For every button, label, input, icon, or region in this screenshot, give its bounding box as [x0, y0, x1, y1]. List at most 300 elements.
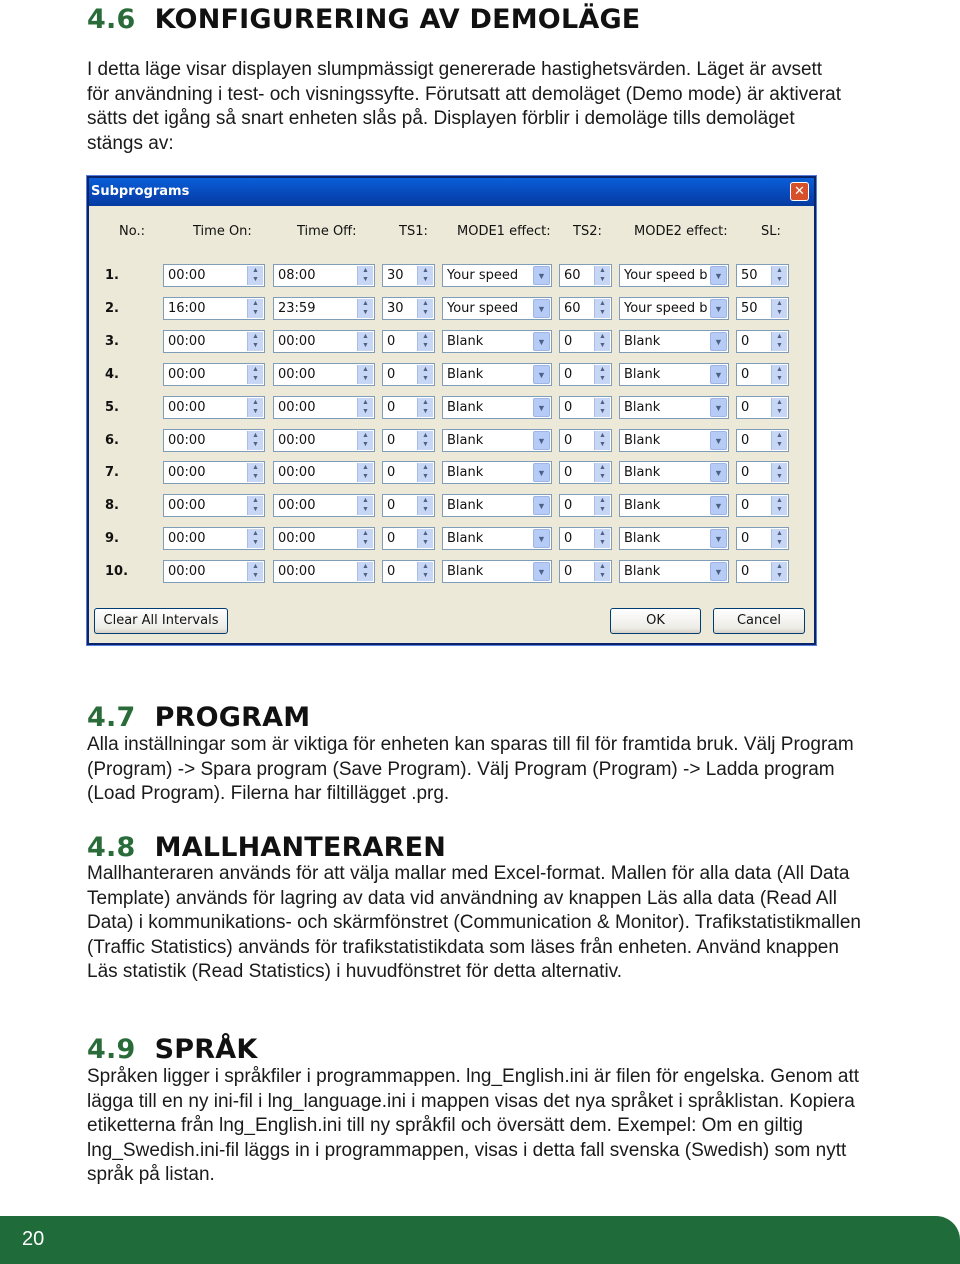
mode2-select[interactable]: [619, 560, 729, 583]
arrow-down-icon[interactable]: ▼: [362, 441, 369, 448]
chevron-down-icon[interactable]: ▼: [710, 496, 727, 515]
arrow-up-icon[interactable]: ▲: [362, 432, 369, 439]
spinner-arrows-icon[interactable]: [594, 496, 610, 515]
mode1-select-value: Your speed: [447, 268, 519, 283]
arrow-down-icon[interactable]: ▼: [252, 408, 259, 415]
arrow-up-icon[interactable]: ▲: [422, 300, 429, 307]
time-on-field[interactable]: [163, 527, 265, 550]
ts2-field[interactable]: [559, 396, 612, 419]
time-on-field[interactable]: [163, 494, 265, 517]
chevron-down-icon[interactable]: ▼: [533, 332, 550, 351]
mode1-select[interactable]: [442, 560, 552, 583]
spinner-arrows-icon[interactable]: [357, 562, 373, 581]
spinner-arrows-icon[interactable]: [357, 496, 373, 515]
ts1-field[interactable]: [382, 560, 435, 583]
arrow-up-icon[interactable]: ▲: [362, 267, 369, 274]
mode2-select[interactable]: [619, 363, 729, 386]
spinner-arrows-icon[interactable]: [247, 431, 263, 450]
arrow-up-icon[interactable]: ▲: [599, 333, 606, 340]
spinner-arrows-icon[interactable]: [771, 463, 787, 482]
arrow-down-icon[interactable]: ▼: [362, 342, 369, 349]
arrow-down-icon[interactable]: ▼: [776, 408, 783, 415]
arrow-up-icon[interactable]: ▲: [776, 267, 783, 274]
spinner-arrows-icon[interactable]: [417, 463, 433, 482]
spinner-arrows-icon[interactable]: [247, 299, 263, 318]
ts1-field-value: 0: [387, 400, 396, 415]
arrow-up-icon[interactable]: ▲: [252, 464, 259, 471]
mode1-select-value: Blank: [447, 465, 484, 480]
arrow-up-icon[interactable]: ▲: [776, 497, 783, 504]
section-heading-4-7: [87, 702, 310, 733]
arrow-up-icon[interactable]: ▲: [362, 333, 369, 340]
ts1-field[interactable]: [382, 429, 435, 452]
ts2-field[interactable]: [559, 527, 612, 550]
chevron-down-icon[interactable]: ▼: [533, 431, 550, 450]
chevron-down-icon[interactable]: ▼: [533, 562, 550, 581]
mode1-select-value: Blank: [447, 531, 484, 546]
arrow-down-icon[interactable]: ▼: [599, 375, 606, 382]
section-text-4-9: Språken ligger i språkfiler i programmappen. lng_English.ini är filen för engelska. Genom att lägga till en ny ini-fil i lng_language.ini i mappen visas det nya språket i språklistan. Kopiera etiketterna från lng_English.ini till ny språkfil och översätt dem. Exempel: Om en giltig lng_Swedish.ini-fil läggs in i programmappen, visas i detta fall svenska (Swedish) som nytt språk på listan.: [87, 1066, 860, 1185]
spinner-arrows-icon[interactable]: [594, 332, 610, 351]
arrow-up-icon[interactable]: ▲: [776, 432, 783, 439]
section-title: KONFIGURERING AV DEMOLÄGE: [154, 4, 641, 35]
ts2-field[interactable]: [559, 264, 612, 287]
arrow-down-icon[interactable]: ▼: [422, 342, 429, 349]
spinner-arrows-icon[interactable]: [357, 266, 373, 285]
arrow-down-icon[interactable]: ▼: [252, 506, 259, 513]
arrow-up-icon[interactable]: ▲: [422, 497, 429, 504]
arrow-down-icon[interactable]: ▼: [599, 441, 606, 448]
time-on-field-value: 00:00: [168, 564, 206, 579]
ts2-field-value: 0: [564, 465, 573, 480]
time-off-field[interactable]: [273, 429, 375, 452]
arrow-up-icon[interactable]: ▲: [599, 497, 606, 504]
arrow-up-icon[interactable]: ▲: [252, 563, 259, 570]
chevron-down-icon[interactable]: ▼: [710, 332, 727, 351]
section-text-4-6: I detta läge visar displayen slumpmässigt genererade hastighetsvärden. Läget är avsett för användning i test- och visningssyfte. Förutsatt att demoläget (Demo mode) är aktiverat sätts det igång så snart enheten slås på. Displayen förblir i demoläge tills demoläget stängs av:: [87, 59, 842, 154]
spinner-arrows-icon[interactable]: [357, 299, 373, 318]
sl-field-value: 50: [741, 268, 758, 283]
time-on-field[interactable]: [163, 396, 265, 419]
arrow-down-icon[interactable]: ▼: [776, 506, 783, 513]
ts2-field[interactable]: [559, 363, 612, 386]
time-on-field[interactable]: [163, 560, 265, 583]
ts1-field-value: 0: [387, 531, 396, 546]
arrow-up-icon[interactable]: ▲: [599, 366, 606, 373]
col-header-ts1: TS1:: [399, 224, 428, 239]
arrow-down-icon[interactable]: ▼: [362, 375, 369, 382]
arrow-up-icon[interactable]: ▲: [252, 333, 259, 340]
arrow-down-icon[interactable]: ▼: [776, 539, 783, 546]
arrow-up-icon[interactable]: ▲: [422, 267, 429, 274]
time-off-field-value: 00:00: [278, 367, 316, 382]
arrow-up-icon[interactable]: ▲: [362, 399, 369, 406]
chevron-down-icon[interactable]: ▼: [533, 365, 550, 384]
chevron-down-icon[interactable]: ▼: [533, 299, 550, 318]
row-number: 9.: [105, 531, 119, 546]
spinner-arrows-icon[interactable]: [357, 398, 373, 417]
ts1-field[interactable]: [382, 527, 435, 550]
arrow-down-icon[interactable]: ▼: [252, 309, 259, 316]
time-on-field[interactable]: [163, 264, 265, 287]
arrow-up-icon[interactable]: ▲: [362, 530, 369, 537]
spinner-arrows-icon[interactable]: [247, 562, 263, 581]
spinner-arrows-icon[interactable]: [594, 463, 610, 482]
mode1-select-value: Blank: [447, 367, 484, 382]
arrow-down-icon[interactable]: ▼: [362, 309, 369, 316]
sl-field[interactable]: [736, 461, 789, 484]
arrow-up-icon[interactable]: ▲: [599, 563, 606, 570]
mode2-select-value: Blank: [624, 334, 661, 349]
arrow-down-icon[interactable]: ▼: [776, 572, 783, 579]
arrow-up-icon[interactable]: ▲: [599, 464, 606, 471]
arrow-up-icon[interactable]: ▲: [599, 530, 606, 537]
time-off-field-value: 00:00: [278, 531, 316, 546]
time-on-field-value: 00:00: [168, 334, 206, 349]
ts2-field[interactable]: [559, 429, 612, 452]
sl-field[interactable]: [736, 527, 789, 550]
mode2-select[interactable]: [619, 461, 729, 484]
arrow-down-icon[interactable]: ▼: [776, 276, 783, 283]
arrow-up-icon[interactable]: ▲: [776, 464, 783, 471]
time-on-field[interactable]: [163, 297, 265, 320]
mode1-select-value: Your speed: [447, 301, 519, 316]
spinner-arrows-icon[interactable]: [417, 332, 433, 351]
arrow-up-icon[interactable]: ▲: [599, 267, 606, 274]
time-off-field[interactable]: [273, 461, 375, 484]
ts1-field-value: 0: [387, 498, 396, 513]
spinner-arrows-icon[interactable]: [357, 332, 373, 351]
sl-field-value: 0: [741, 465, 750, 480]
sl-field-value: 0: [741, 400, 750, 415]
arrow-up-icon[interactable]: ▲: [362, 366, 369, 373]
arrow-down-icon[interactable]: ▼: [422, 473, 429, 480]
spinner-arrows-icon[interactable]: [247, 496, 263, 515]
spinner-arrows-icon[interactable]: [771, 562, 787, 581]
mode2-select-value: Your speed b: [624, 268, 708, 283]
spinner-arrows-icon[interactable]: [417, 562, 433, 581]
section-heading-4-8: [87, 832, 446, 863]
spinner-arrows-icon[interactable]: [247, 266, 263, 285]
spinner-arrows-icon[interactable]: [247, 463, 263, 482]
spinner-arrows-icon[interactable]: [594, 562, 610, 581]
time-off-field[interactable]: [273, 396, 375, 419]
arrow-down-icon[interactable]: ▼: [599, 342, 606, 349]
ts1-field[interactable]: [382, 396, 435, 419]
arrow-down-icon[interactable]: ▼: [599, 506, 606, 513]
arrow-down-icon[interactable]: ▼: [776, 309, 783, 316]
arrow-up-icon[interactable]: ▲: [599, 399, 606, 406]
mode2-select[interactable]: [619, 396, 729, 419]
arrow-up-icon[interactable]: ▲: [422, 333, 429, 340]
spinner-arrows-icon[interactable]: [247, 332, 263, 351]
time-on-field-value: 00:00: [168, 465, 206, 480]
arrow-up-icon[interactable]: ▲: [362, 300, 369, 307]
arrow-up-icon[interactable]: ▲: [252, 366, 259, 373]
arrow-down-icon[interactable]: ▼: [422, 506, 429, 513]
spinner-arrows-icon[interactable]: [357, 463, 373, 482]
time-off-field-value: 08:00: [278, 268, 316, 283]
arrow-up-icon[interactable]: ▲: [252, 300, 259, 307]
sl-field[interactable]: [736, 363, 789, 386]
arrow-down-icon[interactable]: ▼: [599, 572, 606, 579]
mode1-select[interactable]: [442, 429, 552, 452]
ts1-field[interactable]: [382, 461, 435, 484]
chevron-down-icon[interactable]: ▼: [533, 463, 550, 482]
dialog-titlebar[interactable]: [89, 178, 814, 206]
spinner-arrows-icon[interactable]: [771, 529, 787, 548]
chevron-down-icon[interactable]: ▼: [533, 266, 550, 285]
spinner-arrows-icon[interactable]: [417, 299, 433, 318]
arrow-up-icon[interactable]: ▲: [422, 366, 429, 373]
mode2-select-value: Your speed b: [624, 301, 708, 316]
close-icon[interactable]: ✕: [790, 182, 809, 201]
arrow-up-icon[interactable]: ▲: [776, 530, 783, 537]
arrow-down-icon[interactable]: ▼: [599, 309, 606, 316]
sl-field-value: 0: [741, 531, 750, 546]
mode1-select[interactable]: [442, 396, 552, 419]
ts1-field[interactable]: [382, 264, 435, 287]
arrow-down-icon[interactable]: ▼: [776, 441, 783, 448]
sl-field[interactable]: [736, 264, 789, 287]
arrow-down-icon[interactable]: ▼: [422, 276, 429, 283]
section-number: 4.7: [87, 702, 136, 733]
mode2-select[interactable]: [619, 297, 729, 320]
spinner-arrows-icon[interactable]: [247, 365, 263, 384]
arrow-up-icon[interactable]: ▲: [776, 333, 783, 340]
arrow-up-icon[interactable]: ▲: [252, 399, 259, 406]
row-number: 3.: [105, 334, 119, 349]
ts1-field-value: 0: [387, 433, 396, 448]
spinner-arrows-icon[interactable]: [594, 299, 610, 318]
chevron-down-icon[interactable]: ▼: [710, 299, 727, 318]
arrow-down-icon[interactable]: ▼: [362, 276, 369, 283]
chevron-down-icon[interactable]: ▼: [710, 431, 727, 450]
time-off-field-value: 00:00: [278, 564, 316, 579]
mode2-select[interactable]: [619, 429, 729, 452]
spinner-arrows-icon[interactable]: [771, 365, 787, 384]
arrow-up-icon[interactable]: ▲: [776, 563, 783, 570]
time-off-field[interactable]: [273, 264, 375, 287]
arrow-up-icon[interactable]: ▲: [422, 432, 429, 439]
chevron-down-icon[interactable]: ▼: [710, 266, 727, 285]
arrow-up-icon[interactable]: ▲: [252, 432, 259, 439]
arrow-up-icon[interactable]: ▲: [422, 563, 429, 570]
mode1-select-value: Blank: [447, 433, 484, 448]
sl-field[interactable]: [736, 560, 789, 583]
time-off-field[interactable]: [273, 363, 375, 386]
arrow-down-icon[interactable]: ▼: [362, 408, 369, 415]
arrow-down-icon[interactable]: ▼: [776, 473, 783, 480]
arrow-down-icon[interactable]: ▼: [362, 506, 369, 513]
arrow-up-icon[interactable]: ▲: [599, 300, 606, 307]
arrow-down-icon[interactable]: ▼: [422, 441, 429, 448]
spinner-arrows-icon[interactable]: [357, 529, 373, 548]
ts2-field[interactable]: [559, 560, 612, 583]
arrow-down-icon[interactable]: ▼: [362, 473, 369, 480]
col-header-sl: SL:: [761, 224, 781, 239]
arrow-down-icon[interactable]: ▼: [422, 375, 429, 382]
ts1-field[interactable]: [382, 363, 435, 386]
subprograms-dialog: [87, 176, 816, 645]
mode1-select[interactable]: [442, 297, 552, 320]
arrow-up-icon[interactable]: ▲: [422, 399, 429, 406]
arrow-down-icon[interactable]: ▼: [422, 539, 429, 546]
arrow-down-icon[interactable]: ▼: [422, 408, 429, 415]
ts1-field[interactable]: [382, 330, 435, 353]
arrow-down-icon[interactable]: ▼: [599, 473, 606, 480]
arrow-down-icon[interactable]: ▼: [422, 572, 429, 579]
arrow-down-icon[interactable]: ▼: [252, 276, 259, 283]
ts2-field-value: 60: [564, 268, 581, 283]
mode1-select-value: Blank: [447, 334, 484, 349]
sl-field[interactable]: [736, 429, 789, 452]
spinner-arrows-icon[interactable]: [594, 266, 610, 285]
time-off-field[interactable]: [273, 494, 375, 517]
arrow-down-icon[interactable]: ▼: [252, 473, 259, 480]
spinner-arrows-icon[interactable]: [594, 529, 610, 548]
spinner-arrows-icon[interactable]: [247, 398, 263, 417]
mode1-select[interactable]: [442, 264, 552, 287]
col-header-no: No.:: [119, 224, 145, 239]
arrow-down-icon[interactable]: ▼: [362, 572, 369, 579]
arrow-down-icon[interactable]: ▼: [252, 342, 259, 349]
arrow-down-icon[interactable]: ▼: [252, 572, 259, 579]
clear-all-intervals-button[interactable]: Clear All Intervals: [94, 608, 228, 634]
time-on-field[interactable]: [163, 363, 265, 386]
arrow-down-icon[interactable]: ▼: [776, 342, 783, 349]
arrow-up-icon[interactable]: ▲: [362, 464, 369, 471]
arrow-down-icon[interactable]: ▼: [599, 276, 606, 283]
arrow-up-icon[interactable]: ▲: [362, 497, 369, 504]
ok-button[interactable]: OK: [610, 608, 701, 634]
arrow-up-icon[interactable]: ▲: [776, 366, 783, 373]
col-header-time-off: Time Off:: [297, 224, 357, 239]
arrow-up-icon[interactable]: ▲: [776, 300, 783, 307]
ts1-field[interactable]: [382, 297, 435, 320]
chevron-down-icon[interactable]: ▼: [710, 463, 727, 482]
mode2-select[interactable]: [619, 494, 729, 517]
arrow-up-icon[interactable]: ▲: [252, 530, 259, 537]
ts2-field-value: 60: [564, 301, 581, 316]
time-off-field-value: 00:00: [278, 498, 316, 513]
cancel-button[interactable]: Cancel: [713, 608, 805, 634]
chevron-down-icon[interactable]: ▼: [533, 496, 550, 515]
arrow-up-icon[interactable]: ▲: [422, 530, 429, 537]
mode2-select-value: Blank: [624, 433, 661, 448]
spinner-arrows-icon[interactable]: [357, 431, 373, 450]
mode2-select[interactable]: [619, 527, 729, 550]
ts2-field[interactable]: [559, 461, 612, 484]
spinner-arrows-icon[interactable]: [417, 266, 433, 285]
spinner-arrows-icon[interactable]: [771, 299, 787, 318]
spinner-arrows-icon[interactable]: [247, 529, 263, 548]
chevron-down-icon[interactable]: ▼: [533, 529, 550, 548]
mode1-select[interactable]: [442, 527, 552, 550]
spinner-arrows-icon[interactable]: [771, 431, 787, 450]
spinner-arrows-icon[interactable]: [771, 266, 787, 285]
spinner-arrows-icon[interactable]: [771, 332, 787, 351]
arrow-down-icon[interactable]: ▼: [252, 441, 259, 448]
spinner-arrows-icon[interactable]: [417, 398, 433, 417]
sl-field[interactable]: [736, 494, 789, 517]
chevron-down-icon[interactable]: ▼: [710, 365, 727, 384]
arrow-up-icon[interactable]: ▲: [252, 267, 259, 274]
mode1-select[interactable]: [442, 363, 552, 386]
ts2-field[interactable]: [559, 330, 612, 353]
spinner-arrows-icon[interactable]: [594, 365, 610, 384]
time-off-field[interactable]: [273, 330, 375, 353]
arrow-down-icon[interactable]: ▼: [422, 309, 429, 316]
time-off-field[interactable]: [273, 297, 375, 320]
time-off-field[interactable]: [273, 560, 375, 583]
chevron-down-icon[interactable]: ▼: [710, 529, 727, 548]
chevron-down-icon[interactable]: ▼: [710, 398, 727, 417]
arrow-down-icon[interactable]: ▼: [362, 539, 369, 546]
mode1-select[interactable]: [442, 330, 552, 353]
arrow-up-icon[interactable]: ▲: [252, 497, 259, 504]
time-on-field-value: 00:00: [168, 268, 206, 283]
spinner-arrows-icon[interactable]: [417, 529, 433, 548]
mode2-select[interactable]: [619, 264, 729, 287]
sl-field[interactable]: [736, 330, 789, 353]
time-on-field[interactable]: [163, 429, 265, 452]
time-on-field[interactable]: [163, 461, 265, 484]
spinner-arrows-icon[interactable]: [417, 431, 433, 450]
spinner-arrows-icon[interactable]: [594, 398, 610, 417]
arrow-up-icon[interactable]: ▲: [599, 432, 606, 439]
spinner-arrows-icon[interactable]: [417, 365, 433, 384]
spinner-arrows-icon[interactable]: [771, 398, 787, 417]
mode1-select[interactable]: [442, 494, 552, 517]
chevron-down-icon[interactable]: ▼: [533, 398, 550, 417]
sl-field[interactable]: [736, 396, 789, 419]
spinner-arrows-icon[interactable]: [357, 365, 373, 384]
arrow-down-icon[interactable]: ▼: [776, 375, 783, 382]
mode1-select[interactable]: [442, 461, 552, 484]
sl-field-value: 0: [741, 334, 750, 349]
section-heading-4-6: [87, 4, 640, 35]
section-heading-4-9: [87, 1034, 257, 1065]
time-on-field[interactable]: [163, 330, 265, 353]
ts2-field[interactable]: [559, 494, 612, 517]
arrow-down-icon[interactable]: ▼: [252, 539, 259, 546]
arrow-up-icon[interactable]: ▲: [422, 464, 429, 471]
mode2-select[interactable]: [619, 330, 729, 353]
time-on-field-value: 00:00: [168, 498, 206, 513]
row-number: 10.: [105, 564, 129, 579]
ts2-field[interactable]: [559, 297, 612, 320]
sl-field[interactable]: [736, 297, 789, 320]
arrow-up-icon[interactable]: ▲: [362, 563, 369, 570]
arrow-down-icon[interactable]: ▼: [599, 408, 606, 415]
arrow-up-icon[interactable]: ▲: [776, 399, 783, 406]
arrow-down-icon[interactable]: ▼: [599, 539, 606, 546]
ts1-field[interactable]: [382, 494, 435, 517]
spinner-arrows-icon[interactable]: [771, 496, 787, 515]
time-off-field-value: 00:00: [278, 433, 316, 448]
chevron-down-icon[interactable]: ▼: [710, 562, 727, 581]
row-number: 6.: [105, 433, 119, 448]
row-number: 7.: [105, 465, 119, 480]
section-number: 4.8: [87, 832, 136, 863]
spinner-arrows-icon[interactable]: [594, 431, 610, 450]
time-off-field[interactable]: [273, 527, 375, 550]
spinner-arrows-icon[interactable]: [417, 496, 433, 515]
arrow-down-icon[interactable]: ▼: [252, 375, 259, 382]
ts2-field-value: 0: [564, 531, 573, 546]
row-number: 4.: [105, 367, 119, 382]
